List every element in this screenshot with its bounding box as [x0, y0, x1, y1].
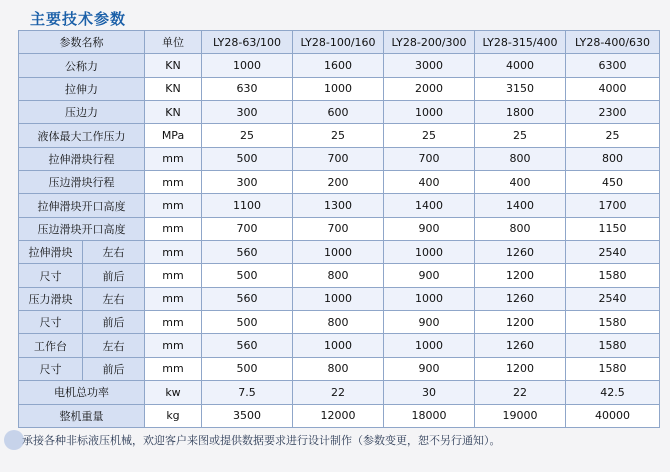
row-value: 500 [202, 311, 293, 334]
table-row [19, 381, 660, 404]
row-value: 1000 [293, 77, 384, 100]
row-value: 1000 [384, 287, 475, 310]
row-unit: mm [145, 194, 202, 217]
row-value: 800 [293, 311, 384, 334]
row-value: 2300 [566, 101, 660, 124]
header-param-name: 参数名称 [19, 31, 145, 54]
row-unit: KN [145, 77, 202, 100]
row-value: 1000 [293, 241, 384, 264]
row-value: 1580 [566, 264, 660, 287]
table-row [19, 334, 660, 357]
table-row [19, 264, 660, 287]
row-label: 压边滑块行程 [19, 171, 145, 194]
row-label: 工作台 [19, 334, 83, 357]
row-sublabel: 左右 [83, 241, 145, 264]
row-value: 1580 [566, 311, 660, 334]
row-unit: mm [145, 287, 202, 310]
row-value: 4000 [566, 77, 660, 100]
row-value: 700 [202, 217, 293, 240]
row-value: 7.5 [202, 381, 293, 404]
row-value: 3000 [384, 54, 475, 77]
row-label: 尺寸 [19, 311, 83, 334]
table-row [19, 147, 660, 170]
table-row [19, 404, 660, 428]
row-value: 1260 [475, 287, 566, 310]
row-value: 500 [202, 357, 293, 380]
row-label: 液体最大工作压力 [19, 124, 145, 147]
row-label: 拉伸滑块行程 [19, 147, 145, 170]
row-value: 25 [293, 124, 384, 147]
row-value: 1000 [293, 334, 384, 357]
table-row [19, 54, 660, 77]
header-model: LY28-400/630 [566, 31, 660, 54]
row-label: 拉伸滑块 [19, 241, 83, 264]
row-value: 600 [293, 101, 384, 124]
row-value: 1000 [293, 287, 384, 310]
row-value: 4000 [475, 54, 566, 77]
page-title: 主要技术参数 [30, 10, 127, 28]
spec-table [18, 30, 660, 428]
row-value: 800 [293, 357, 384, 380]
row-unit: mm [145, 311, 202, 334]
table-row [19, 101, 660, 124]
row-value: 25 [384, 124, 475, 147]
row-value: 12000 [293, 404, 384, 428]
row-label: 压边力 [19, 101, 145, 124]
row-value: 42.5 [566, 381, 660, 404]
table-header-row [19, 31, 660, 54]
row-value: 700 [293, 217, 384, 240]
row-unit: mm [145, 264, 202, 287]
row-label: 尺寸 [19, 357, 83, 380]
row-value: 800 [475, 147, 566, 170]
row-value: 1100 [202, 194, 293, 217]
row-value: 1580 [566, 357, 660, 380]
row-value: 30 [384, 381, 475, 404]
row-sublabel: 左右 [83, 287, 145, 310]
row-value: 900 [384, 264, 475, 287]
row-value: 18000 [384, 404, 475, 428]
row-value: 560 [202, 287, 293, 310]
row-value: 1200 [475, 311, 566, 334]
header-model: LY28-100/160 [293, 31, 384, 54]
row-value: 700 [384, 147, 475, 170]
row-value: 700 [293, 147, 384, 170]
row-value: 450 [566, 171, 660, 194]
row-value: 1150 [566, 217, 660, 240]
row-value: 560 [202, 334, 293, 357]
row-value: 1400 [475, 194, 566, 217]
footer-bullet-icon [4, 430, 24, 450]
row-label: 电机总功率 [19, 381, 145, 404]
row-value: 300 [202, 101, 293, 124]
row-label: 尺寸 [19, 264, 83, 287]
row-value: 1800 [475, 101, 566, 124]
row-value: 2540 [566, 241, 660, 264]
row-value: 300 [202, 171, 293, 194]
table-row [19, 217, 660, 240]
row-value: 1400 [384, 194, 475, 217]
row-unit: mm [145, 147, 202, 170]
table-row [19, 171, 660, 194]
row-value: 1200 [475, 264, 566, 287]
row-value: 1000 [384, 334, 475, 357]
row-label: 压边滑块开口高度 [19, 217, 145, 240]
row-value: 3150 [475, 77, 566, 100]
row-sublabel: 前后 [83, 264, 145, 287]
row-value: 1260 [475, 241, 566, 264]
row-value: 22 [475, 381, 566, 404]
header-model: LY28-315/400 [475, 31, 566, 54]
row-value: 2000 [384, 77, 475, 100]
row-value: 800 [475, 217, 566, 240]
row-value: 40000 [566, 404, 660, 428]
row-unit: MPa [145, 124, 202, 147]
row-label: 公称力 [19, 54, 145, 77]
row-value: 25 [566, 124, 660, 147]
table-row [19, 311, 660, 334]
row-unit: KN [145, 101, 202, 124]
table-row [19, 241, 660, 264]
row-sublabel: 前后 [83, 357, 145, 380]
row-unit: mm [145, 357, 202, 380]
row-value: 500 [202, 147, 293, 170]
table-row [19, 357, 660, 380]
row-value: 2540 [566, 287, 660, 310]
row-value: 900 [384, 311, 475, 334]
row-sublabel: 前后 [83, 311, 145, 334]
row-unit: kg [145, 404, 202, 428]
row-value: 900 [384, 217, 475, 240]
row-value: 1580 [566, 334, 660, 357]
row-value: 560 [202, 241, 293, 264]
row-value: 25 [475, 124, 566, 147]
row-label: 压力滑块 [19, 287, 83, 310]
row-sublabel: 左右 [83, 334, 145, 357]
table-row [19, 287, 660, 310]
row-unit: KN [145, 54, 202, 77]
row-value: 1000 [202, 54, 293, 77]
row-value: 400 [384, 171, 475, 194]
header-unit: 单位 [145, 31, 202, 54]
row-unit: mm [145, 334, 202, 357]
row-value: 1260 [475, 334, 566, 357]
row-value: 1600 [293, 54, 384, 77]
row-unit: mm [145, 241, 202, 264]
row-value: 900 [384, 357, 475, 380]
table-row [19, 194, 660, 217]
row-value: 6300 [566, 54, 660, 77]
header-model: LY28-63/100 [202, 31, 293, 54]
footer-note: 承接各种非标液压机械，欢迎客户来图或提供数据要求进行设计制作（参数变更，恕不另行通知）。 [22, 434, 501, 447]
row-label: 拉伸滑块开口高度 [19, 194, 145, 217]
row-value: 630 [202, 77, 293, 100]
row-value: 1200 [475, 357, 566, 380]
row-value: 400 [475, 171, 566, 194]
row-value: 3500 [202, 404, 293, 428]
row-value: 1000 [384, 101, 475, 124]
row-value: 1000 [384, 241, 475, 264]
row-value: 800 [566, 147, 660, 170]
row-value: 1700 [566, 194, 660, 217]
row-value: 1300 [293, 194, 384, 217]
row-unit: mm [145, 171, 202, 194]
row-value: 500 [202, 264, 293, 287]
row-unit: kw [145, 381, 202, 404]
table-row [19, 124, 660, 147]
row-value: 19000 [475, 404, 566, 428]
row-value: 25 [202, 124, 293, 147]
row-label: 整机重量 [19, 404, 145, 428]
header-model: LY28-200/300 [384, 31, 475, 54]
row-value: 800 [293, 264, 384, 287]
row-unit: mm [145, 217, 202, 240]
table-row [19, 77, 660, 100]
row-label: 拉伸力 [19, 77, 145, 100]
row-value: 200 [293, 171, 384, 194]
row-value: 22 [293, 381, 384, 404]
